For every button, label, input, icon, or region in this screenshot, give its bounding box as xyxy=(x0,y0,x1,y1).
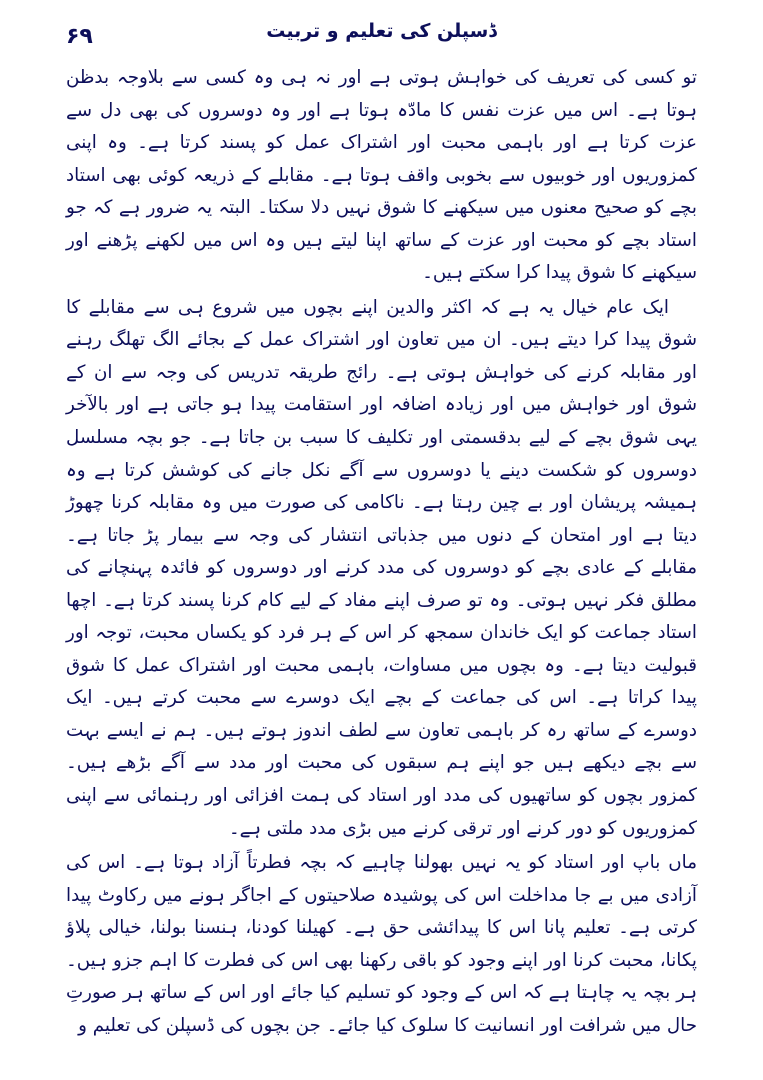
paragraph-1: تو کسی کی تعریف کی خواہش ہوتی ہے اور نہ ہی وہ کسی سے بلاوجہ بدظن ہوتا ہے۔ اس میں عزت نفس کا مادّہ ہوتا ہے اور وہ دوسروں کی بھی دل سے عزت کرتا ہے اور باہمی محبت اور اشتراک عمل کو پسند کرتا ہے۔ وہ اپنی کمزوریوں اور خوبیوں سے بخوبی واقف ہوتا ہے۔ مقابلے کے ذریعہ کوئی بھی استاد بچے کو صحیح معنوں میں سیکھنے کا شوق نہیں دلا سکتا۔ البتہ یہ ضرور ہے کہ جو استاد بچے کو محبت اور عزت کے ساتھ اپنا لیتے ہیں وہ اس میں لکھنے پڑھنے اور سیکھنے کا شوق پیدا کرا سکتے ہیں۔ xyxy=(66,67,697,284)
body-text xyxy=(66,62,697,1042)
page-header xyxy=(66,14,697,50)
page-number: ۶۹ xyxy=(66,24,93,49)
running-title: ڈسپلن کی تعلیم و تربیت xyxy=(266,20,497,42)
paragraph-2: ایک عام خیال یہ ہے کہ اکثر والدین اپنے بچوں میں شروع ہی سے مقابلے کا شوق پیدا کرا دیتے ہیں۔ ان میں تعاون اور اشتراک عمل کے بجائے الگ تھلگ رہنے اور مقابلہ کرنے کی خواہش ہوتی ہے۔ رائج طریقہ تدریس کی وجہ سے ان کے شوق اور خواہش میں اور زیادہ اضافہ اور استقامت پیدا ہو جاتی ہے اور بالآخر یہی شوق بچے کے لیے بدقسمتی اور تکلیف کا سبب بن جاتا ہے۔ جو بچہ مسلسل دوسروں کو شکست دینے یا دوسروں سے آگے نکل جانے کی کوشش کرتا ہے وہ ہمیشہ پریشان اور بے چین رہتا ہے۔ ناکامی کی صورت میں وہ مقابلہ کرنا چھوڑ دیتا ہے اور امتحان کے دنوں میں جذباتی انتشار کی وجہ سے بیمار پڑ جاتا ہے۔ مقابلے کے عادی بچے کو دوسروں کی مدد کرنے اور دوسروں کو فائدہ پہنچانے کی مطلق فکر نہیں ہوتی۔ وہ تو صرف اپنے مفاد کے لیے کام کرنا پسند کرتا ہے۔ اچھا استاد جماعت کو ایک خاندان سمجھ کر اس کے ہر فرد کو یکساں محبت، توجہ اور قبولیت دیتا ہے۔ وہ بچوں میں مساوات، باہمی محبت اور اشتراک عمل کا شوق پیدا کراتا ہے۔ اس کی جماعت کے بچے ایک دوسرے سے محبت کرتے ہیں۔ ایک دوسرے کے ساتھ رہ کر باہمی تعاون سے لطف اندوز ہوتے ہیں۔ ہم نے ایسے بہت سے بچے دیکھے ہیں جو اپنے ہم سبقوں کی محبت اور مدد سے آگے بڑھے ہیں۔ کمزور بچوں کو ساتھیوں کی مدد اور استاد کی ہمت افزائی اور رہنمائی سے اپنی کمزوریوں کو دور کرنے اور ترقی کرنے میں بڑی مدد ملتی ہے۔ xyxy=(66,296,697,839)
paragraph-3: ماں باپ اور استاد کو یہ نہیں بھولنا چاہیے کہ بچہ فطرتاً آزاد ہوتا ہے۔ اس کی آزادی میں بے جا مداخلت اس کی پوشیدہ صلاحیتوں کے اجاگر ہونے میں رکاوٹ پیدا کرتی ہے۔ تعلیم پانا اس کا پیدائشی حق ہے۔ کھیلنا کودنا، ہنسنا بولنا، خیالی پلاؤ پکانا، محبت کرنا اور اپنے وجود کو باقی رکھنا بھی اس کی فطرت کا اہم جزو ہیں۔ ہر بچہ یہ چاہتا ہے کہ اس کے وجود کو تسلیم کیا جائے اور اس کے ساتھ ہر صورتِ حال میں شرافت اور انسانیت کا سلوک کیا جائے۔ جن بچوں کی ڈسپلن کی تعلیم و xyxy=(66,852,697,1036)
